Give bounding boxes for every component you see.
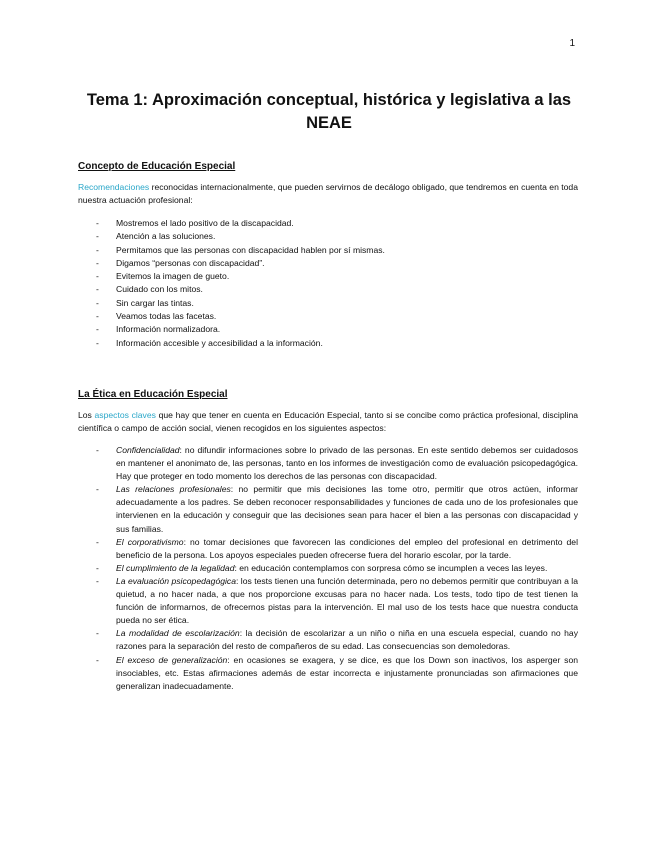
- section-concepto: [78, 160, 578, 350]
- list-item: - Veamos todas las facetas.: [78, 310, 578, 323]
- page-number: 1: [569, 38, 575, 49]
- section-etica: [78, 388, 578, 693]
- list-item: - El exceso de generalización: en ocasiones se exagera, y se dice, es que los Down son inactivos, los asperger son insociables, etc. Estas afirmaciones además de estar incorrecta e injustamente pronunciadas son afirmaciones que generalizan inadecuadamente.: [96, 654, 579, 691]
- dash-bullet-icon: -: [96, 536, 99, 547]
- dash-bullet-icon: -: [96, 324, 99, 335]
- highlight-recomendaciones: Recomendaciones: [78, 182, 150, 192]
- dash-bullet-icon: -: [96, 244, 99, 255]
- list-item: - Confidencialidad: no difundir informaciones sobre lo privado de las personas. En este sentido debemos ser cuidadosos en mantener el anonimato de, las personas, tanto en los informes de investigación como de evaluación psicopedagógica. Hay que proteger en todo momento los derechos de las personas con discapacidad.: [96, 445, 578, 482]
- highlight-aspectos-claves: aspectos claves: [94, 410, 156, 420]
- dash-bullet-icon: -: [96, 575, 99, 586]
- list-item: - Mostremos el lado positivo de la discapacidad.: [78, 217, 578, 230]
- section-intro-etica: Los aspectos claves que hay que tener en cuenta en Educación Especial, tanto si se concibe como práctica profesional, disciplina científica o campo de acción social, vienen recogidos en los siguientes aspectos:: [78, 410, 578, 433]
- list-item: - Permitamos que las personas con discapacidad hablen por sí mismas.: [78, 244, 578, 257]
- dash-bullet-icon: -: [96, 337, 99, 348]
- list-item: - La modalidad de escolarización: la decisión de escolarizar a un niño o niña en una escuela especial, cuando no hay razones para la separación del resto de compañeros de su edad. Las consecuencias son demoledoras.: [96, 628, 579, 652]
- dash-bullet-icon: -: [96, 231, 99, 242]
- section-heading-etica: La Ética en Educación Especial: [78, 389, 228, 400]
- list-item: - El corporativismo: no tomar decisiones que favorecen las condiciones del empleo del profesional en detrimento del beneficio de la persona. Los apoyos especiales pueden ofrecerse fuera del horario escolar, por la tarde.: [96, 536, 578, 560]
- ethics-aspects-list: [78, 444, 578, 693]
- list-item: - Las relaciones profesionales: no permitir que mis decisiones las tome otro, permitir que otros actúen, informar adecuadamente a los padres. Se deben reconocer responsabilidades y funciones de cada uno de los profesionales que intervienen en la educación y conseguir que las decisiones sean para hacer el bien a las personas con discapacidad y sus familias.: [96, 484, 578, 534]
- list-item: - Digamos “personas con discapacidad”.: [78, 257, 578, 270]
- section-intro-concepto: [78, 181, 578, 207]
- list-item: - Información normalizadora.: [78, 323, 578, 336]
- list-item: - Atención a las soluciones.: [78, 230, 578, 243]
- recommendations-list: [78, 217, 578, 350]
- aspect-term: Confidencialidad: [116, 445, 180, 455]
- dash-bullet-icon: -: [96, 311, 99, 322]
- section-heading-concepto: Concepto de Educación Especial: [78, 161, 236, 172]
- dash-bullet-icon: -: [96, 445, 99, 455]
- list-item: - Evitemos la imagen de gueto.: [78, 270, 578, 283]
- aspect-term: El exceso de generalización: [116, 654, 228, 665]
- aspect-term: La evaluación psicopedagógica: [116, 575, 236, 586]
- aspect-term: La modalidad de escolarización: [116, 628, 240, 639]
- document-title: Tema 1: Aproximación conceptual, histórica y legislativa a las NEAE: [86, 91, 572, 133]
- list-item: - Sin cargar las tintas.: [78, 297, 578, 310]
- dash-bullet-icon: -: [96, 257, 99, 268]
- list-item: - Información accesible y accesibilidad a la información.: [78, 337, 578, 350]
- dash-bullet-icon: -: [96, 628, 99, 639]
- aspect-term: El cumplimiento de la legalidad: [116, 562, 235, 573]
- dash-bullet-icon: -: [96, 218, 99, 228]
- dash-bullet-icon: -: [96, 297, 99, 308]
- dash-bullet-icon: -: [96, 271, 99, 282]
- list-item: - El cumplimiento de la legalidad: en educación contemplamos con sorpresa cómo se incumplen a veces las leyes.: [78, 562, 578, 575]
- list-item: - Cuidado con los mitos.: [78, 283, 578, 296]
- intro-text: reconocidas internacionalmente, que pueden servirnos de decálogo obligado, que tendremos en cuenta en toda nuestra actuación profesional:: [78, 182, 578, 205]
- dash-bullet-icon: -: [96, 284, 99, 295]
- dash-bullet-icon: -: [96, 562, 99, 573]
- dash-bullet-icon: -: [96, 654, 99, 665]
- dash-bullet-icon: -: [96, 484, 99, 495]
- aspect-term: El corporativismo: [116, 536, 184, 547]
- list-item: - La evaluación psicopedagógica: los tests tienen una función determinada, pero no debemos permitir que contribuyan a la quietud, a no hacer nada, a que nos proporcione excusas para no hacer nada. Los tests, todo tipo de test tienen la función de informarnos, de ofrecernos pistas para la intervención. El mal uso de los tests hace que nuestra conducta pueda no ser ética.: [96, 575, 578, 626]
- aspect-term: Las relaciones profesionales: [116, 484, 231, 495]
